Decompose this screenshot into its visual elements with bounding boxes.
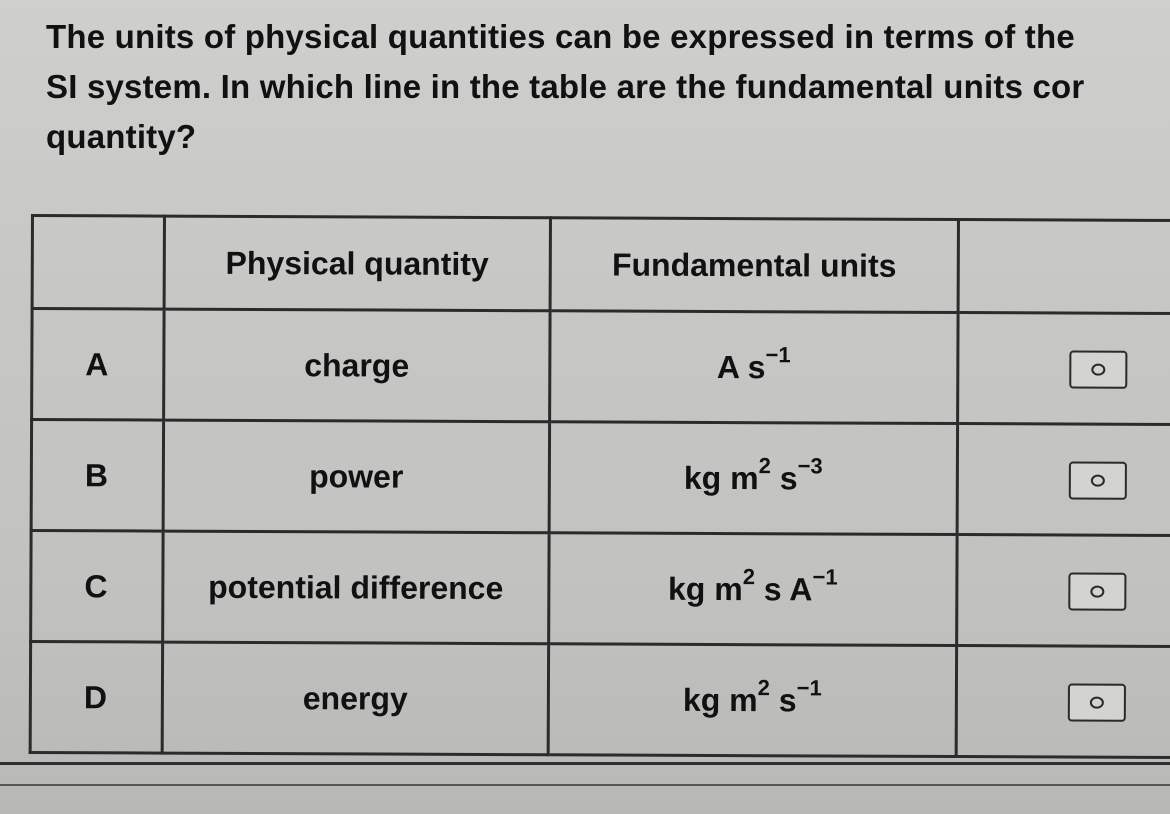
row-letter: A (32, 309, 164, 421)
unit-base: s A (754, 570, 813, 607)
unit-exponent: 2 (757, 674, 770, 700)
table-row-d[interactable] (30, 642, 1170, 758)
header-fundamental-units: Fundamental units (550, 218, 958, 313)
unit-exponent: −3 (797, 452, 823, 478)
answer-table (29, 214, 1170, 759)
table-row-c[interactable] (31, 531, 1170, 647)
unit-base: kg m (667, 570, 743, 607)
row-quantity: potential difference (162, 531, 549, 644)
option-cell[interactable] (956, 646, 1170, 758)
divider-line (0, 784, 1170, 786)
unit-exponent: −1 (796, 674, 822, 700)
unit-base: s (770, 459, 798, 496)
unit-exponent: −1 (765, 341, 791, 367)
table-header-row (32, 216, 1170, 314)
unit-base: kg m (683, 459, 759, 496)
row-letter: D (30, 642, 162, 754)
option-cell[interactable] (956, 535, 1170, 647)
option-a-radio-icon[interactable] (1069, 350, 1127, 388)
unit-exponent: 2 (742, 563, 756, 589)
row-letter: C (31, 531, 163, 643)
option-cell[interactable] (957, 424, 1170, 536)
row-units (549, 533, 957, 646)
table-row-b[interactable] (31, 420, 1170, 536)
option-b-radio-icon[interactable] (1068, 461, 1126, 499)
row-units (550, 311, 958, 424)
row-quantity: energy (162, 642, 549, 755)
option-c-radio-icon[interactable] (1068, 572, 1126, 610)
header-physical-quantity: Physical quantity (164, 216, 551, 311)
row-units (548, 644, 956, 757)
option-d-radio-icon[interactable] (1067, 683, 1125, 721)
divider-line (0, 762, 1170, 765)
row-letter: B (31, 420, 163, 532)
unit-base: s (769, 681, 797, 718)
unit-exponent: −1 (812, 563, 838, 590)
question-line-3: quantity? (46, 118, 197, 155)
header-option (958, 220, 1170, 314)
question-line-1: The units of physical quantities can be expressed in terms of the (46, 18, 1075, 55)
row-quantity: charge (163, 309, 550, 422)
row-quantity: power (163, 420, 550, 533)
unit-base: kg m (682, 681, 758, 718)
question-text (46, 12, 1170, 162)
question-line-2: SI system. In which line in the table are the fundamental units cor (46, 68, 1085, 105)
option-cell[interactable] (957, 313, 1170, 425)
table-row-a[interactable] (32, 309, 1170, 425)
row-units (549, 422, 957, 535)
unit-base: A s (716, 348, 766, 385)
unit-exponent: 2 (758, 452, 771, 478)
header-letter (32, 216, 164, 310)
